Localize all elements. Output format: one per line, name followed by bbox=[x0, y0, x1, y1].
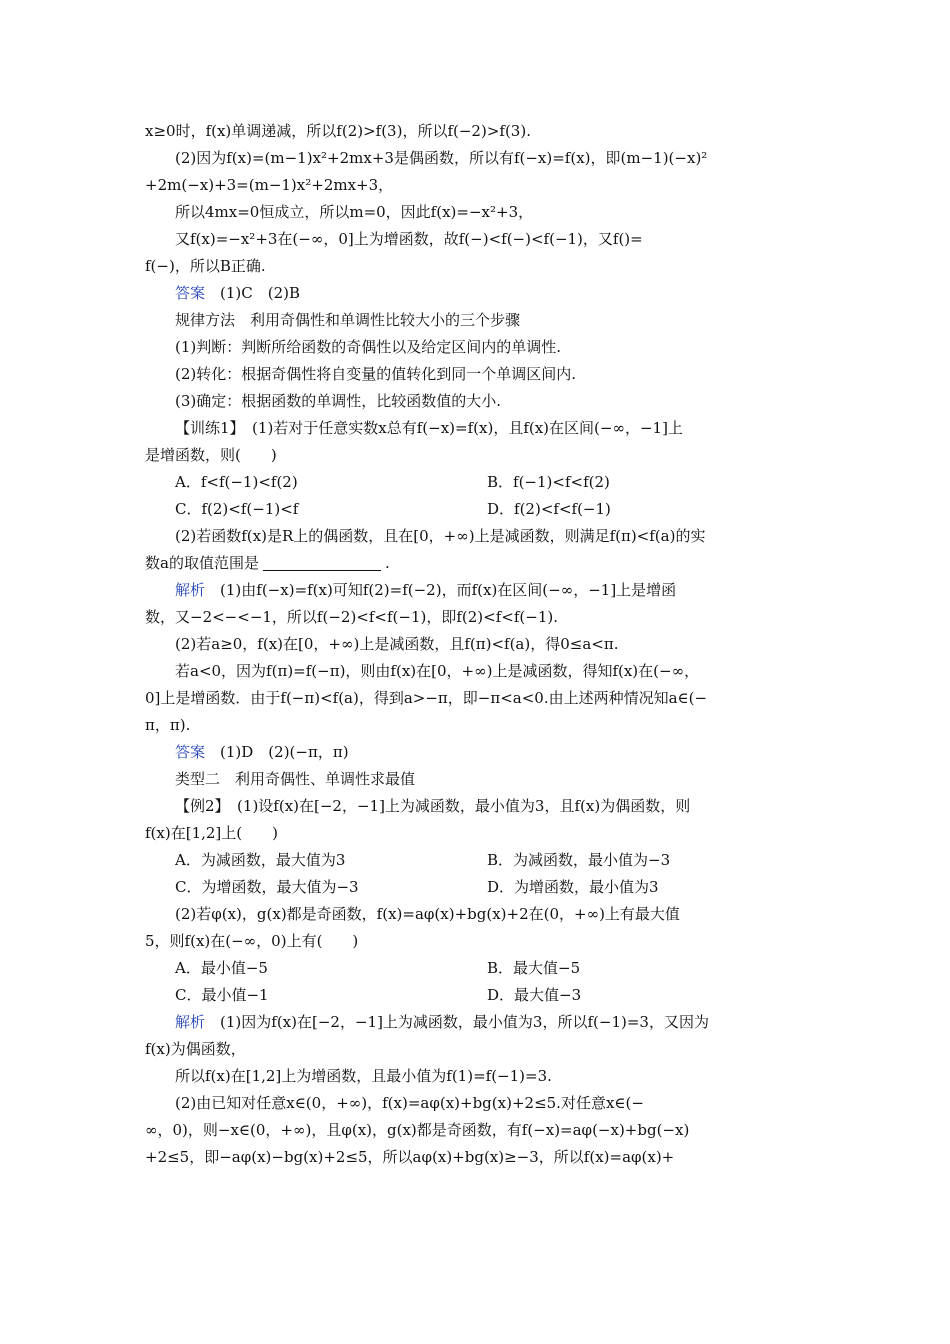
option-b: B．为减函数，最小值为−3 bbox=[487, 851, 671, 869]
method-title: 规律方法 利用奇偶性和单调性比较大小的三个步骤 bbox=[175, 311, 521, 329]
text-line: 数，又−2<−<−1，所以f(−2)<f<f(−1)，即f(2)<f<f(−1). bbox=[145, 608, 558, 626]
text-line: 若a<0，因为f(π)=f(−π)，则由f(x)在[0，+∞)上是减函数，得知f(x)在(−∞， bbox=[175, 662, 700, 680]
analysis-text: (1)因为f(x)在[−2，−1]上为减函数，最小值为3，所以f(−1)=3，又因为 bbox=[220, 1013, 709, 1031]
option-b: B．f(−1)<f<f(2) bbox=[487, 473, 610, 491]
option-row bbox=[145, 955, 810, 982]
answer-line bbox=[145, 280, 810, 307]
question-end: . bbox=[384, 554, 390, 572]
answer-text: (1)C (2)B bbox=[220, 284, 301, 302]
option-row bbox=[145, 847, 810, 874]
option-c: C．最小值−1 bbox=[175, 986, 269, 1004]
example-question-2: (2)若φ(x)，g(x)都是奇函数，f(x)=aφ(x)+bg(x)+2在(0，+∞)上有最大值 bbox=[175, 905, 680, 923]
train-question-cont: 是增函数，则( ) bbox=[145, 446, 277, 464]
analysis-text: (1)由f(−x)=f(x)可知f(2)=f(−2)，而f(x)在区间(−∞，−1]上是增函 bbox=[220, 581, 677, 599]
option-row bbox=[145, 496, 810, 523]
text-line: ∞，0)，则−x∈(0，+∞)，且φ(x)，g(x)都是奇函数，有f(−x)=aφ(−x)+bg(−x) bbox=[145, 1121, 690, 1139]
option-c: C．为增函数，最大值为−3 bbox=[175, 878, 359, 896]
option-a: A．为减函数，最大值为3 bbox=[175, 851, 346, 869]
text-line: f(x)为偶函数， bbox=[145, 1040, 246, 1058]
option-row bbox=[145, 982, 810, 1009]
analysis-line bbox=[145, 577, 810, 604]
train-question-2: (2)若函数f(x)是R上的偶函数，且在[0，+∞)上是减函数，则满足f(π)<f(a)的实 bbox=[175, 527, 706, 545]
method-step: (3)确定：根据函数的单调性，比较函数值的大小. bbox=[175, 392, 502, 410]
text-line: 所以4mx=0恒成立，所以m=0，因此f(x)=−x²+3， bbox=[175, 203, 534, 221]
document-page bbox=[145, 118, 810, 1171]
text-line: 又f(x)=−x²+3在(−∞，0]上为增函数，故f(−)<f(−)<f(−1)，又f()= bbox=[175, 230, 643, 248]
option-d: D．为增函数，最小值为3 bbox=[487, 878, 659, 896]
text-line: 0]上是增函数．由于f(−π)<f(a)，得到a>−π，即−π<a<0.由上述两种情况知a∈(− bbox=[145, 689, 708, 707]
option-a: A．f<f(−1)<f(2) bbox=[175, 473, 298, 491]
option-row bbox=[145, 874, 810, 901]
answer-blank bbox=[263, 554, 381, 571]
option-d: D．最大值−3 bbox=[487, 986, 582, 1004]
answer-label: 答案 bbox=[175, 743, 206, 761]
text-line: π，π). bbox=[145, 716, 191, 734]
text-line: +2m(−x)+3=(m−1)x²+2mx+3， bbox=[145, 176, 394, 194]
option-a: A．最小值−5 bbox=[175, 959, 268, 977]
option-row bbox=[145, 469, 810, 496]
analysis-line bbox=[145, 1009, 810, 1036]
analysis-label: 解析 bbox=[175, 581, 206, 599]
text-line: (2)由已知对任意x∈(0，+∞)，f(x)=aφ(x)+bg(x)+2≤5.对任意x∈(− bbox=[175, 1094, 644, 1112]
text-line: x≥0时，f(x)单调递减，所以f(2)>f(3)，所以f(−2)>f(3). bbox=[145, 122, 531, 140]
option-b: B．最大值−5 bbox=[487, 959, 581, 977]
method-step: (1)判断：判断所给函数的奇偶性以及给定区间内的单调性. bbox=[175, 338, 562, 356]
option-d: D．f(2)<f<f(−1) bbox=[487, 500, 611, 518]
example-question-2-cont: 5，则f(x)在(−∞，0)上有( ) bbox=[145, 932, 359, 950]
option-c: C．f(2)<f(−1)<f bbox=[175, 500, 299, 518]
question-text: 数a的取值范围是 bbox=[145, 554, 259, 572]
answer-label: 答案 bbox=[175, 284, 206, 302]
text-line: 所以f(x)在[1,2]上为增函数，且最小值为f(1)=f(−1)=3. bbox=[175, 1067, 552, 1085]
text-line: (2)因为f(x)=(m−1)x²+2mx+3是偶函数，所以有f(−x)=f(x)，即(m−1)(−x)² bbox=[175, 149, 708, 167]
answer-text: (1)D (2)(−π，π) bbox=[220, 743, 349, 761]
section-heading: 类型二 利用奇偶性、单调性求最值 bbox=[175, 770, 416, 788]
text-line: +2≤5，即−aφ(x)−bg(x)+2≤5，所以aφ(x)+bg(x)≥−3，所以f(x)=aφ(x)+ bbox=[145, 1148, 675, 1166]
answer-line bbox=[145, 739, 810, 766]
method-step: (2)转化：根据奇偶性将自变量的值转化到同一个单调区间内. bbox=[175, 365, 577, 383]
train-question-2-cont bbox=[145, 550, 810, 577]
analysis-label: 解析 bbox=[175, 1013, 206, 1031]
example-question: 【例2】 (1)设f(x)在[−2，−1]上为减函数，最小值为3，且f(x)为偶函数，则 bbox=[175, 797, 691, 815]
example-question-cont: f(x)在[1,2]上( ) bbox=[145, 824, 278, 842]
train-question: 【训练1】 (1)若对于任意实数x总有f(−x)=f(x)，且f(x)在区间(−∞，−1]上 bbox=[175, 419, 683, 437]
text-line: f(−)，所以B正确. bbox=[145, 257, 266, 275]
text-line: (2)若a≥0，f(x)在[0，+∞)上是减函数，且f(π)<f(a)，得0≤a<π. bbox=[175, 635, 619, 653]
